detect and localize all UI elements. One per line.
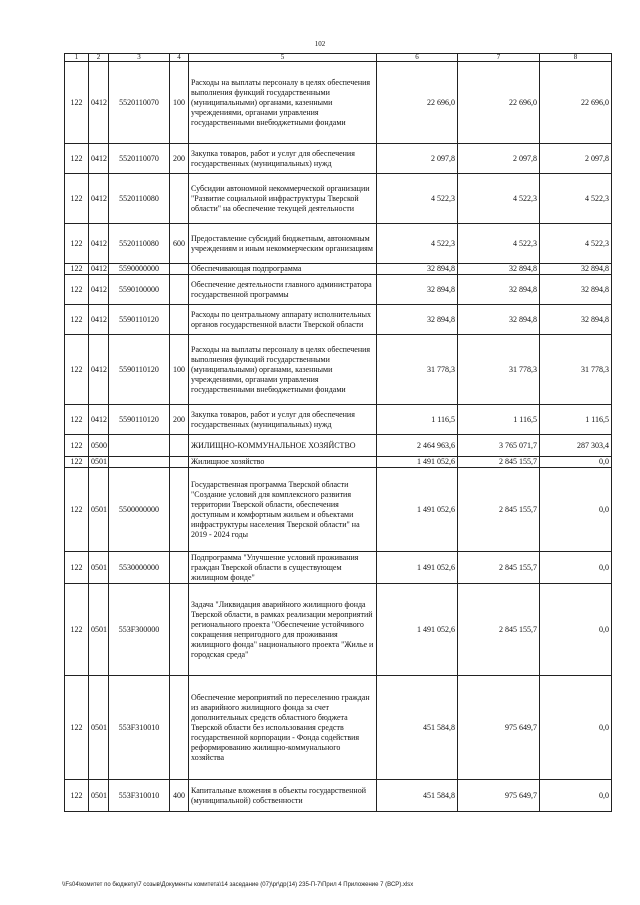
cell-section: 0412 [89,275,109,305]
cell-section: 0501 [89,780,109,812]
cell-expense-type [170,305,189,335]
table-row [65,305,612,335]
cell-grbs: 122 [65,275,89,305]
column-header: 5 [189,54,377,62]
cell-grbs: 122 [65,552,89,584]
cell-target-article: 553F310010 [109,780,170,812]
cell-description: Расходы на выплаты персоналу в целях обеспечения выполнения функций государственными (муниципальными) органами, казенными учреждениями, органами управления государственными внебюджетными фондами [189,335,377,405]
cell-description: Расходы по центральному аппарату исполнительных органов государственной власти Тверской области [189,305,377,335]
table-row [65,335,612,405]
cell-description: Капитальные вложения в объекты государственной (муниципальной) собственности [189,780,377,812]
cell-section: 0412 [89,174,109,224]
column-header: 4 [170,54,189,62]
cell-target-article: 5530000000 [109,552,170,584]
cell-amount-year3: 0,0 [540,457,612,468]
cell-amount-year3: 0,0 [540,584,612,676]
table-row [65,780,612,812]
cell-amount-year1: 451 584,8 [377,676,458,780]
table-row [65,405,612,435]
cell-amount-year1: 1 491 052,6 [377,584,458,676]
column-header: 6 [377,54,458,62]
cell-amount-year3: 287 303,4 [540,435,612,457]
cell-target-article [109,435,170,457]
cell-amount-year3: 32 894,8 [540,264,612,275]
cell-amount-year2: 3 765 071,7 [458,435,540,457]
cell-amount-year2: 2 845 155,7 [458,468,540,552]
cell-amount-year3: 2 097,8 [540,144,612,174]
cell-description: Предоставление субсидий бюджетным, автономным учреждениям и иным некоммерческим организациям [189,224,377,264]
cell-expense-type: 600 [170,224,189,264]
cell-description: Государственная программа Тверской области "Создание условий для комплексного развития территории Тверской области, обеспечения доступным и комфортным жильем и объектами инфраструктуры населения Тверской области" на 2019 - 2024 годы [189,468,377,552]
cell-description: ЖИЛИЩНО-КОММУНАЛЬНОЕ ХОЗЯЙСТВО [189,435,377,457]
column-header: 2 [89,54,109,62]
cell-target-article: 5500000000 [109,468,170,552]
cell-grbs: 122 [65,144,89,174]
cell-target-article: 5590110120 [109,335,170,405]
cell-amount-year1: 32 894,8 [377,264,458,275]
table-row [65,144,612,174]
cell-section: 0412 [89,224,109,264]
cell-amount-year2: 4 522,3 [458,224,540,264]
cell-amount-year2: 975 649,7 [458,780,540,812]
cell-amount-year2: 31 778,3 [458,335,540,405]
cell-amount-year3: 0,0 [540,468,612,552]
cell-amount-year3: 0,0 [540,780,612,812]
cell-target-article: 5590100000 [109,275,170,305]
footer-file-path: \\Fs04\комитет по бюджету\7 созыв\Документы комитета\14 заседание (07)\pr\др(14) 235-П-7\Прил 4 Приложение 7 (ВСР).xlsx [62,882,414,888]
cell-section: 0501 [89,457,109,468]
table-row [65,62,612,144]
cell-amount-year2: 1 116,5 [458,405,540,435]
cell-description: Обеспечение деятельности главного администратора государственной программы [189,275,377,305]
cell-amount-year3: 32 894,8 [540,305,612,335]
cell-amount-year3: 0,0 [540,676,612,780]
cell-section: 0412 [89,144,109,174]
cell-description: Закупка товаров, работ и услуг для обеспечения государственных (муниципальных) нужд [189,405,377,435]
cell-amount-year3: 22 696,0 [540,62,612,144]
cell-amount-year2: 975 649,7 [458,676,540,780]
cell-amount-year3: 4 522,3 [540,174,612,224]
cell-target-article: 5590000000 [109,264,170,275]
table-row [65,174,612,224]
table-row [65,224,612,264]
cell-grbs: 122 [65,335,89,405]
cell-grbs: 122 [65,62,89,144]
cell-amount-year2: 2 097,8 [458,144,540,174]
cell-expense-type [170,552,189,584]
column-header: 1 [65,54,89,62]
cell-target-article: 5520110070 [109,144,170,174]
cell-amount-year1: 1 491 052,6 [377,457,458,468]
cell-expense-type: 100 [170,62,189,144]
cell-amount-year2: 2 845 155,7 [458,552,540,584]
cell-section: 0412 [89,264,109,275]
cell-amount-year1: 451 584,8 [377,780,458,812]
cell-amount-year1: 31 778,3 [377,335,458,405]
cell-expense-type [170,435,189,457]
cell-grbs: 122 [65,174,89,224]
table-row [65,468,612,552]
cell-amount-year3: 31 778,3 [540,335,612,405]
cell-section: 0412 [89,62,109,144]
cell-grbs: 122 [65,224,89,264]
cell-section: 0501 [89,584,109,676]
cell-target-article: 5590110120 [109,305,170,335]
page-number: 102 [314,40,326,48]
cell-amount-year1: 32 894,8 [377,305,458,335]
cell-section: 0412 [89,335,109,405]
cell-amount-year2: 2 845 155,7 [458,457,540,468]
cell-section: 0500 [89,435,109,457]
cell-description: Обеспечивающая подпрограмма [189,264,377,275]
cell-expense-type [170,264,189,275]
column-header: 7 [458,54,540,62]
cell-description: Жилищное хозяйство [189,457,377,468]
cell-expense-type [170,468,189,552]
cell-description: Обеспечение мероприятий по переселению граждан из аварийного жилищного фонда за счет дополнительных средств областного бюджета Тверской области без использования средств государственной корпорации - Фонда содействия реформированию жилищно-коммунального хозяйства [189,676,377,780]
cell-grbs: 122 [65,405,89,435]
cell-amount-year1: 1 491 052,6 [377,468,458,552]
table-row [65,435,612,457]
cell-expense-type [170,275,189,305]
cell-expense-type: 200 [170,405,189,435]
cell-amount-year2: 22 696,0 [458,62,540,144]
cell-amount-year2: 32 894,8 [458,275,540,305]
cell-target-article: 5520110070 [109,62,170,144]
table-row [65,676,612,780]
cell-target-article: 553F300000 [109,584,170,676]
table-row [65,552,612,584]
cell-amount-year1: 22 696,0 [377,62,458,144]
cell-expense-type [170,174,189,224]
cell-description: Закупка товаров, работ и услуг для обеспечения государственных (муниципальных) нужд [189,144,377,174]
cell-grbs: 122 [65,264,89,275]
cell-amount-year1: 2 097,8 [377,144,458,174]
cell-expense-type: 400 [170,780,189,812]
cell-amount-year2: 2 845 155,7 [458,584,540,676]
cell-grbs: 122 [65,676,89,780]
cell-amount-year1: 1 491 052,6 [377,552,458,584]
cell-expense-type: 100 [170,335,189,405]
cell-grbs: 122 [65,305,89,335]
table-row [65,457,612,468]
cell-amount-year3: 32 894,8 [540,275,612,305]
column-number-row [65,54,612,62]
cell-amount-year3: 4 522,3 [540,224,612,264]
cell-target-article: 553F310010 [109,676,170,780]
column-header: 3 [109,54,170,62]
cell-amount-year3: 0,0 [540,552,612,584]
cell-section: 0501 [89,552,109,584]
cell-target-article: 5590110120 [109,405,170,435]
cell-amount-year1: 4 522,3 [377,174,458,224]
budget-table [64,53,612,812]
cell-section: 0412 [89,305,109,335]
table-row [65,264,612,275]
column-header: 8 [540,54,612,62]
cell-section: 0501 [89,676,109,780]
cell-grbs: 122 [65,468,89,552]
cell-description: Подпрограмма "Улучшение условий проживания граждан Тверской области в существующем жилищном фонде" [189,552,377,584]
cell-amount-year1: 1 116,5 [377,405,458,435]
cell-amount-year1: 2 464 963,6 [377,435,458,457]
cell-expense-type: 200 [170,144,189,174]
cell-expense-type [170,676,189,780]
table-row [65,584,612,676]
cell-amount-year1: 32 894,8 [377,275,458,305]
cell-target-article: 5520110080 [109,224,170,264]
cell-description: Расходы на выплаты персоналу в целях обеспечения выполнения функций государственными (муниципальными) органами, казенными учреждениями, органами управления государственными внебюджетными фондами [189,62,377,144]
cell-amount-year3: 1 116,5 [540,405,612,435]
cell-grbs: 122 [65,457,89,468]
cell-grbs: 122 [65,584,89,676]
cell-expense-type [170,584,189,676]
cell-amount-year2: 32 894,8 [458,305,540,335]
cell-amount-year2: 4 522,3 [458,174,540,224]
table-row [65,275,612,305]
cell-amount-year1: 4 522,3 [377,224,458,264]
cell-target-article [109,457,170,468]
cell-expense-type [170,457,189,468]
cell-amount-year2: 32 894,8 [458,264,540,275]
cell-grbs: 122 [65,435,89,457]
cell-section: 0412 [89,405,109,435]
cell-section: 0501 [89,468,109,552]
cell-description: Субсидии автономной некоммерческой организации "Развитие социальной инфраструктуры Тверской области" на обеспечение текущей деятельности [189,174,377,224]
cell-target-article: 5520110080 [109,174,170,224]
cell-grbs: 122 [65,780,89,812]
cell-description: Задача "Ликвидация аварийного жилищного фонда Тверской области, в рамках реализации мероприятий регионального проекта "Обеспечение устойчивого сокращения непригодного для проживания жилищного фонда" национального проекта "Жилье и городская среда" [189,584,377,676]
